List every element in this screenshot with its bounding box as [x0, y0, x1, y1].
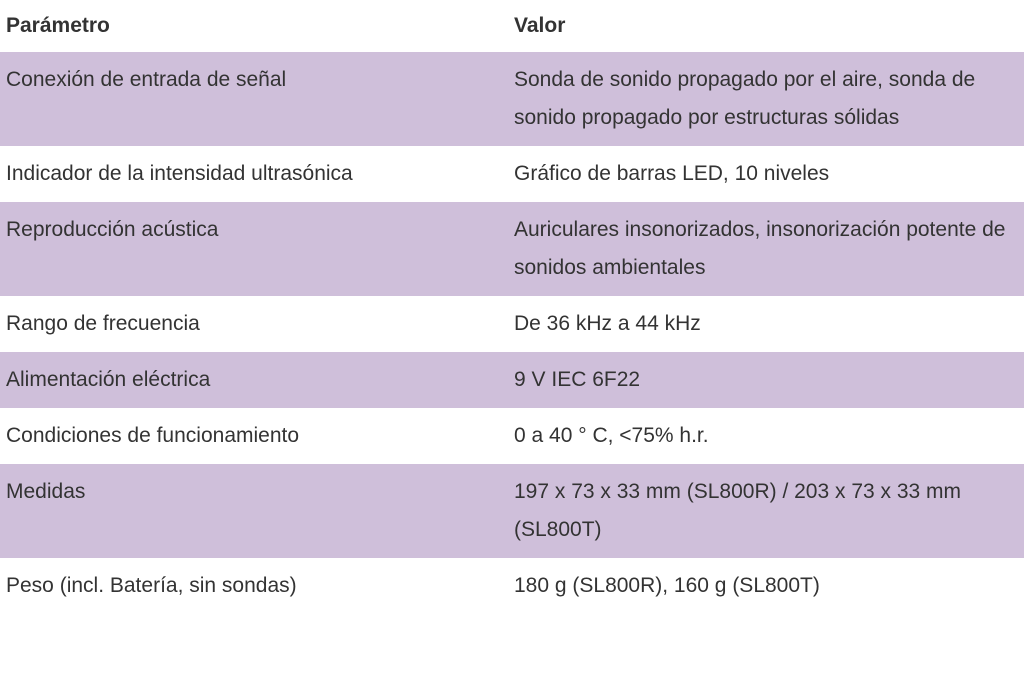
parameter-cell: Medidas — [0, 464, 508, 558]
value-cell: 9 V IEC 6F22 — [508, 352, 1024, 408]
value-cell: 180 g (SL800R), 160 g (SL800T) — [508, 558, 1024, 614]
parameter-cell: Reproducción acústica — [0, 202, 508, 296]
value-cell: 0 a 40 ° C, <75% h.r. — [508, 408, 1024, 464]
value-cell: Sonda de sonido propagado por el aire, sonda de sonido propagado por estructuras sólidas — [508, 52, 1024, 146]
table-row — [0, 146, 1024, 202]
table-row — [0, 352, 1024, 408]
column-header-value: Valor — [514, 14, 566, 37]
table-row — [0, 464, 1024, 558]
column-header-parameter: Parámetro — [6, 14, 110, 37]
table-row — [0, 408, 1024, 464]
parameter-cell: Conexión de entrada de señal — [0, 52, 508, 146]
table-row — [0, 558, 1024, 614]
value-cell: 197 x 73 x 33 mm (SL800R) / 203 x 73 x 33 mm (SL800T) — [508, 464, 1024, 558]
parameter-cell: Alimentación eléctrica — [0, 352, 508, 408]
parameter-cell: Condiciones de funcionamiento — [0, 408, 508, 464]
parameter-cell: Indicador de la intensidad ultrasónica — [0, 146, 508, 202]
value-cell: Gráfico de barras LED, 10 niveles — [508, 146, 1024, 202]
value-cell: De 36 kHz a 44 kHz — [508, 296, 1024, 352]
table-row — [0, 202, 1024, 296]
table-row — [0, 52, 1024, 146]
table-row — [0, 296, 1024, 352]
parameter-cell: Peso (incl. Batería, sin sondas) — [0, 558, 508, 614]
parameter-cell: Rango de frecuencia — [0, 296, 508, 352]
value-cell: Auriculares insonorizados, insonorización potente de sonidos ambientales — [508, 202, 1024, 296]
table-header-row — [0, 0, 1024, 52]
